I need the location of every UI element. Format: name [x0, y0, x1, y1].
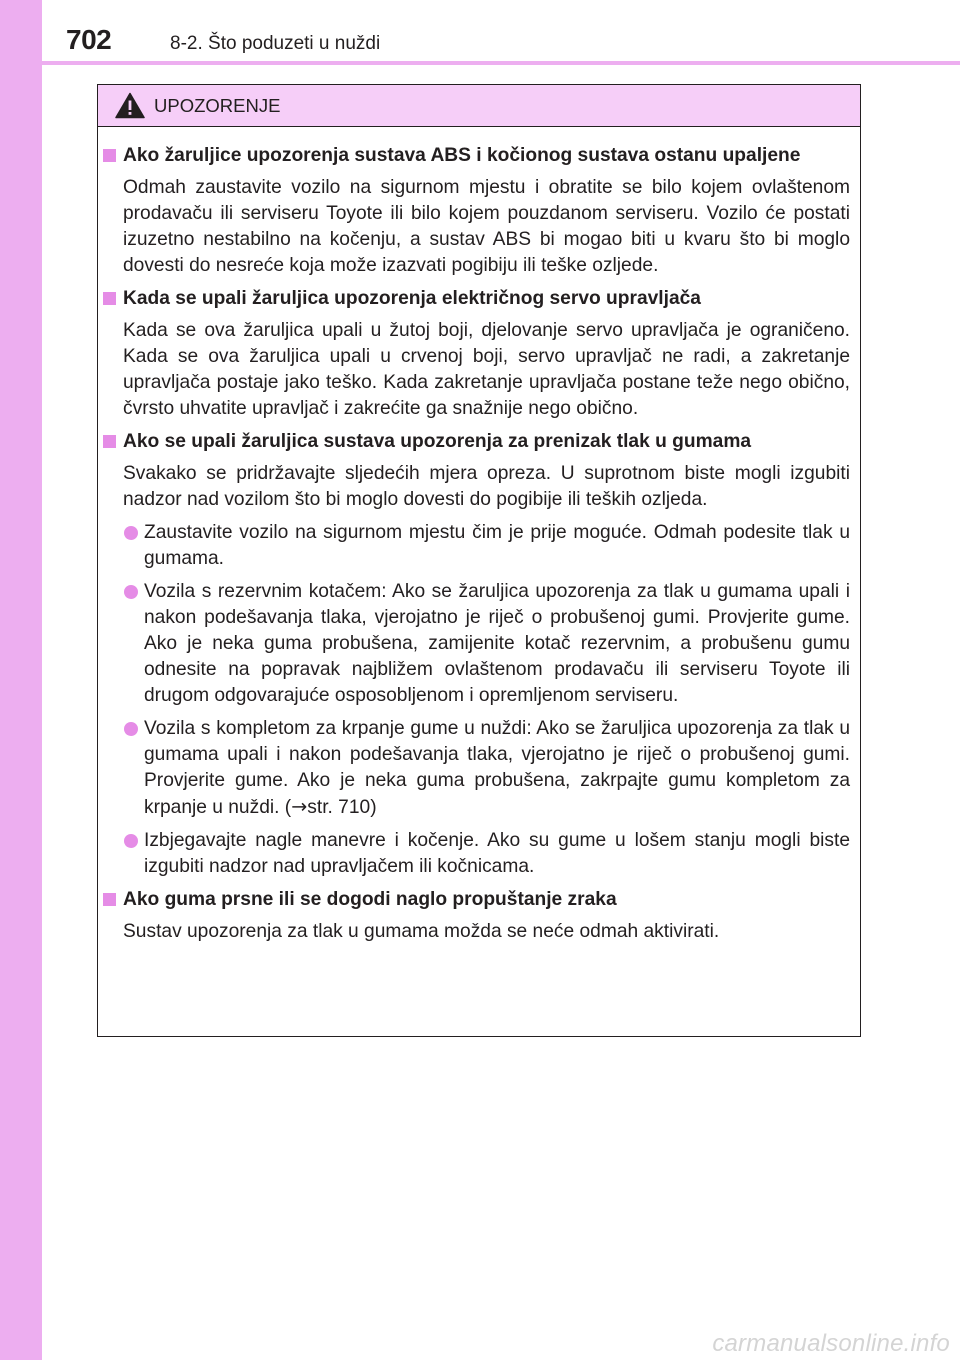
warning-content [98, 143, 860, 952]
square-bullet-icon [103, 149, 116, 162]
warning-item-tire-pressure [98, 429, 860, 880]
warning-item-power-steering [98, 286, 860, 422]
item-paragraph: Sustav upozorenja za tlak u gumama možda se neće odmah aktivirati. [123, 921, 720, 942]
item-paragraph: Svakako se pridržavajte sljedećih mjera opreza. U suprotnom biste mogli izgubiti nadzor nad vozilom što bi moglo dovesti do pogibije ili teških ozljeda. [123, 463, 850, 510]
side-color-band [0, 0, 42, 1360]
round-bullet-icon [124, 722, 138, 736]
square-bullet-icon [103, 893, 116, 906]
bullet-item [123, 520, 850, 572]
warning-item-tire-burst [98, 887, 860, 945]
bullet-text: Zaustavite vozilo na sigurnom mjestu čim je prije moguće. Odmah podesite tlak u gumama. [144, 522, 850, 569]
bullet-item [123, 579, 850, 709]
item-paragraph: Kada se ova žaruljica upali u žutoj boji, djelovanje servo upravljača je ograničeno. Kada se ova žaruljica upali u crvenoj boji, servo upravljač ne radi, a zakretanje upravljača postaje jako teško. Kada zakretanje upravljača postane teže nego obično, čvrsto uhvatite upravljač i zakrećite ga snažnije nego obično. [123, 320, 850, 419]
item-heading [123, 887, 850, 913]
warning-title: UPOZORENJE [154, 94, 281, 116]
round-bullet-icon [124, 526, 138, 540]
page-reference-link[interactable]: str. 710) [307, 797, 377, 818]
item-heading [123, 429, 850, 455]
square-bullet-icon [103, 435, 116, 448]
item-heading-text: Ako guma prsne ili se dogodi naglo propuštanje zraka [123, 889, 617, 910]
warning-header [98, 85, 860, 127]
page-number: 702 [66, 24, 112, 55]
round-bullet-icon [124, 585, 138, 599]
square-bullet-icon [103, 292, 116, 305]
item-heading-text: Ako se upali žaruljica sustava upozorenja za prenizak tlak u gumama [123, 431, 752, 452]
item-heading-text: Ako žaruljice upozorenja sustava ABS i kočionog sustava ostanu upaljene [123, 145, 801, 166]
item-heading [123, 143, 850, 169]
arrow-right-icon: → [291, 795, 308, 818]
item-heading-text: Kada se upali žaruljica upozorenja električnog servo upravljača [123, 288, 701, 309]
warning-box [97, 84, 861, 1037]
item-heading [123, 286, 850, 312]
item-paragraph: Odmah zaustavite vozilo na sigurnom mjestu i obratite se bilo kojem ovlaštenom prodavaču ili serviseru Toyote ili bilo kojem pouzdanom serviseru. Vozilo će postati izuzetno nestabilno na kočenju, a sustav ABS bi mogao biti u kvaru što bi moglo dovesti do nesreće koja može izazvati pogibiju ili teške ozljede. [123, 177, 850, 276]
header-rule [42, 61, 960, 65]
warning-triangle-icon [115, 92, 145, 119]
bullet-item [123, 828, 850, 880]
bullet-text: Izbjegavajte nagle manevre i kočenje. Ako su gume u lošem stanju mogli biste izgubiti nadzor nad upravljačem ili kočnicama. [144, 830, 850, 877]
section-title: 8-2. Što poduzeti u nuždi [170, 33, 381, 54]
bullet-text: Vozila s kompletom za krpanje gume u nuždi: Ako se žaruljica upozorenja za tlak u gumama upali i nakon podešavanja tlaka, vjerojatno je riječ o probušenoj gumi. Provjerite gume. Ako je neka guma probušena, zakrpajte gumu kompletom za krpanje u nuždi. ( [144, 718, 850, 818]
bullet-text: Vozila s rezervnim kotačem: Ako se žaruljica upozorenja za tlak u gumama upali i nakon podešavanja tlaka, vjerojatno je riječ o probušenoj gumi. Provjerite gume. Ako je neka guma probušena, zamijenite kotač rezervnim, a probušenu gumu odnesite na popravak najbližem ovlaštenom prodavaču ili serviseru Toyote ili drugom odgovarajuće osposobljenom i opremljenom serviseru. [144, 581, 850, 706]
watermark: carmanualsonline.info [712, 1330, 950, 1357]
round-bullet-icon [124, 834, 138, 848]
warning-item-abs-brake [98, 143, 860, 279]
bullet-item [123, 716, 850, 821]
